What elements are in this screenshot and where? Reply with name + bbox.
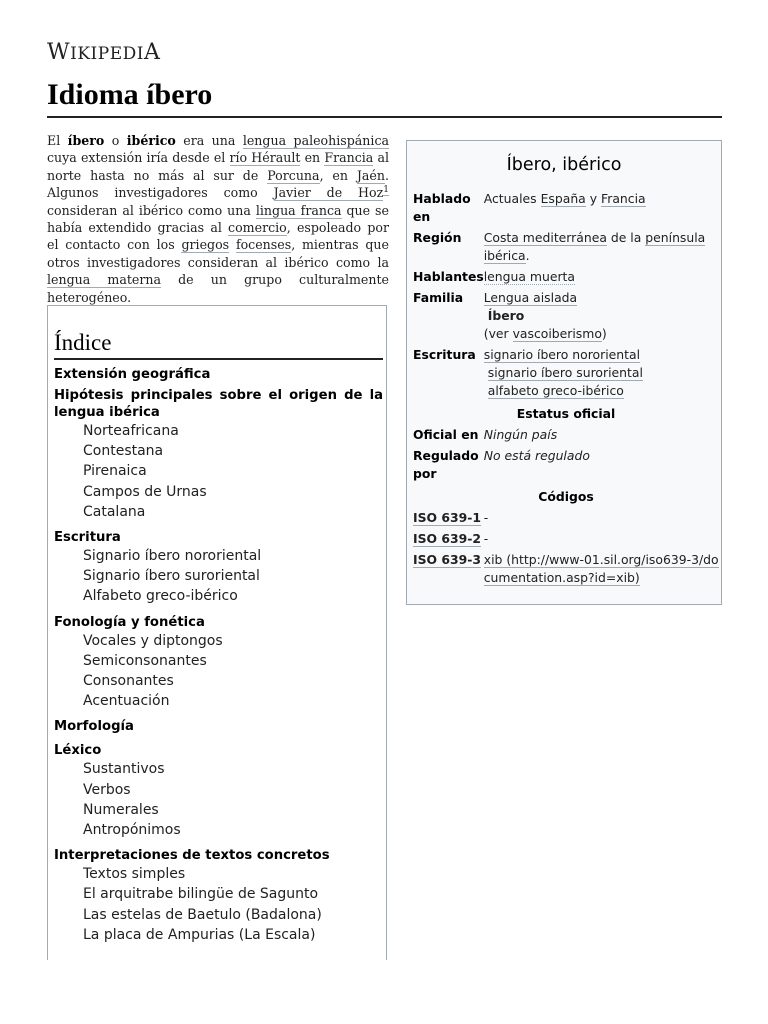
toc-link-placa-ampurias[interactable]: La placa de Ampurias (La Escala) <box>83 926 316 943</box>
toc-link-alfabeto-greco-iberico[interactable]: Alfabeto greco-ibérico <box>83 588 238 605</box>
link-porcuna[interactable]: Porcuna <box>267 167 320 183</box>
infobox-section-header: Estatus oficial <box>516 406 616 421</box>
logo-letters-ikipedi: IKIPEDI <box>70 44 144 64</box>
infobox-value: Costa mediterránea de la península ibérica. <box>483 230 706 263</box>
infobox-row-hablantes <box>413 267 719 288</box>
infobox-value <box>484 267 719 288</box>
toc-sublist <box>54 546 383 607</box>
toc-link-semiconsonantes[interactable]: Semiconsonantes <box>83 652 207 669</box>
infobox-value <box>484 345 719 402</box>
link-focenses[interactable]: focenses <box>235 237 292 253</box>
toc-list <box>54 366 383 945</box>
infobox-label: Oficial en <box>413 427 479 442</box>
infobox-value: Lengua aislada Íbero (ver vascoiberismo) <box>483 290 607 341</box>
toc-link-arquitrabe-sagunto[interactable]: El arquitrabe bilingüe de Sagunto <box>83 886 319 903</box>
infobox-label: Hablantes <box>413 269 484 284</box>
logo-letter-a: A <box>143 40 161 65</box>
infobox-section-header: Códigos <box>538 489 594 504</box>
link-lengua-aislada[interactable]: Lengua aislada <box>483 290 578 305</box>
toc-link-antroponimos[interactable]: Antropónimos <box>83 822 181 839</box>
toc-link-vocales[interactable]: Vocales y diptongos <box>83 632 223 649</box>
toc-link-extension-geografica[interactable]: Extensión geográfica <box>54 367 211 382</box>
toc-link-hipotesis[interactable]: Hipótesis principales sobre el origen de la lengua ibérica <box>54 388 383 420</box>
toc-sublist <box>54 864 383 945</box>
title-divider <box>47 116 722 118</box>
familia-ibero: Íbero <box>487 308 525 323</box>
link-comercio[interactable]: comercio <box>228 220 287 236</box>
link-iso-639-2[interactable]: ISO 639-2 <box>413 531 482 546</box>
toc-section <box>54 387 383 522</box>
toc-section <box>54 614 383 712</box>
infobox-value <box>484 550 719 589</box>
toc-link-catalana[interactable]: Catalana <box>83 503 146 520</box>
link-peninsula-iberica[interactable]: península ibérica <box>483 230 706 263</box>
toc-link-campos-de-urnas[interactable]: Campos de Urnas <box>83 483 207 500</box>
infobox-table <box>413 189 719 589</box>
link-jaen[interactable]: Jaén <box>356 167 385 183</box>
toc-link-acentuacion[interactable]: Acentuación <box>83 693 170 710</box>
infobox-label: Regulado por <box>413 448 479 481</box>
infobox-header-codigos <box>413 485 719 508</box>
infobox-row-region <box>413 228 719 267</box>
infobox-row-iso2 <box>413 529 719 550</box>
infobox-row-iso3 <box>413 550 719 589</box>
language-infobox <box>406 140 722 605</box>
toc-sublist <box>54 421 383 522</box>
link-francia-infobox[interactable]: Francia <box>601 191 646 206</box>
infobox-value: Ningún país <box>483 427 558 442</box>
toc-link-sustantivos[interactable]: Sustantivos <box>83 761 165 778</box>
link-costa-mediterranea[interactable]: Costa mediterránea <box>483 230 607 245</box>
toc-link-numerales[interactable]: Numerales <box>83 801 159 818</box>
toc-link-fonologia[interactable]: Fonología y fonética <box>54 614 205 630</box>
toc-link-norteafricana[interactable]: Norteafricana <box>83 423 179 439</box>
infobox-label: Escritura <box>413 347 476 362</box>
toc-title: Índice <box>54 330 383 360</box>
toc-section <box>54 742 383 840</box>
link-signario-suroriental[interactable]: signario íbero suroriental <box>487 365 643 380</box>
link-alfabeto-greco-iberico[interactable]: alfabeto greco-ibérico <box>487 383 624 398</box>
infobox-value: No está regulado <box>483 448 590 463</box>
reference-1[interactable]: 1 <box>383 185 389 196</box>
infobox-row-escritura <box>413 345 719 402</box>
toc-link-verbos[interactable]: Verbos <box>83 781 131 798</box>
link-espana[interactable]: España <box>540 191 586 206</box>
logo-letter-w: W <box>47 40 71 65</box>
toc-section <box>54 366 383 383</box>
infobox-row-oficial <box>413 425 719 446</box>
toc-link-estelas-baetulo[interactable]: Las estelas de Baetulo (Badalona) <box>83 906 322 923</box>
link-rio-herault[interactable]: río Hérault <box>229 150 301 166</box>
term-ibero: íbero <box>67 133 105 148</box>
table-of-contents <box>47 305 387 960</box>
toc-section <box>54 718 383 735</box>
link-francia[interactable]: Francia <box>324 150 374 166</box>
infobox-header-estatus <box>413 402 719 425</box>
infobox-label: Familia <box>413 290 464 305</box>
toc-sublist <box>54 631 383 712</box>
infobox-value: - <box>483 531 489 546</box>
toc-link-consonantes[interactable]: Consonantes <box>83 673 174 690</box>
toc-sublist <box>54 759 383 840</box>
infobox-title: Íbero, ibérico <box>506 155 622 175</box>
toc-link-interpretaciones[interactable]: Interpretaciones de textos concretos <box>54 848 330 864</box>
toc-link-morfologia[interactable]: Morfología <box>54 719 134 735</box>
infobox-row-hablado <box>413 189 719 228</box>
infobox-value: - <box>483 510 489 525</box>
lead-paragraph: El íbero o ibérico era una lengua paleohispánica cuya extensión iría desde el río Hérault en Francia al norte hasta no más al sur de Porcuna, en Jaén. Algunos investigadores como Javier de Hoz$^1$ consideran al ibérico como una lingua franca que se había extendido gracias al comercio, espoleado por el contacto con los griegos focenses, mientras que otros investigadores consideran al ibérico como la lengua materna de un grupo culturalmente heterogéneo. <box>47 133 390 305</box>
infobox-value: Actuales España y Francia <box>483 191 646 206</box>
toc-link-signario-suroriental[interactable]: Signario íbero suroriental <box>83 568 260 585</box>
toc-section <box>54 847 383 945</box>
toc-link-contestana[interactable]: Contestana <box>83 443 164 460</box>
link-lengua-muerta[interactable]: lengua muerta <box>483 269 575 284</box>
toc-link-signario-nororiental[interactable]: Signario íbero nororiental <box>83 548 262 565</box>
infobox-label: Hablado en <box>413 191 471 224</box>
toc-link-pirenaica[interactable]: Pirenaica <box>83 463 147 480</box>
link-iso-639-1[interactable]: ISO 639-1 <box>413 510 482 525</box>
infobox-row-iso1 <box>413 508 719 529</box>
link-iso-639-3[interactable]: ISO 639-3 <box>413 552 482 567</box>
toc-link-lexico[interactable]: Léxico <box>54 743 102 759</box>
term-iberico: ibérico <box>126 133 176 148</box>
infobox-label: Región <box>413 230 462 245</box>
link-griegos[interactable]: griegos <box>181 237 230 253</box>
link-vascoiberismo[interactable]: vascoiberismo <box>512 326 602 341</box>
infobox-row-familia <box>413 288 719 345</box>
toc-link-textos-simples[interactable]: Textos simples <box>83 866 186 883</box>
link-lingua-franca[interactable]: lingua franca <box>255 202 342 218</box>
link-signario-nororiental[interactable]: signario íbero nororiental <box>483 347 641 362</box>
link-javier-de-hoz[interactable]: Javier de Hoz <box>273 185 384 201</box>
link-lengua-paleohispanica[interactable]: lengua paleohispánica <box>242 133 390 148</box>
toc-section <box>54 529 383 607</box>
toc-link-escritura[interactable]: Escritura <box>54 530 121 546</box>
infobox-row-regulado <box>413 446 719 485</box>
page-title: Idioma íbero <box>47 78 213 111</box>
wikipedia-logo[interactable] <box>47 40 160 65</box>
link-lengua-materna[interactable]: lengua materna <box>47 272 161 288</box>
link-iso-639-3-code[interactable]: xib (http://www-01.sil.org/iso639-3/documentation.asp?id=xib) <box>483 552 719 585</box>
